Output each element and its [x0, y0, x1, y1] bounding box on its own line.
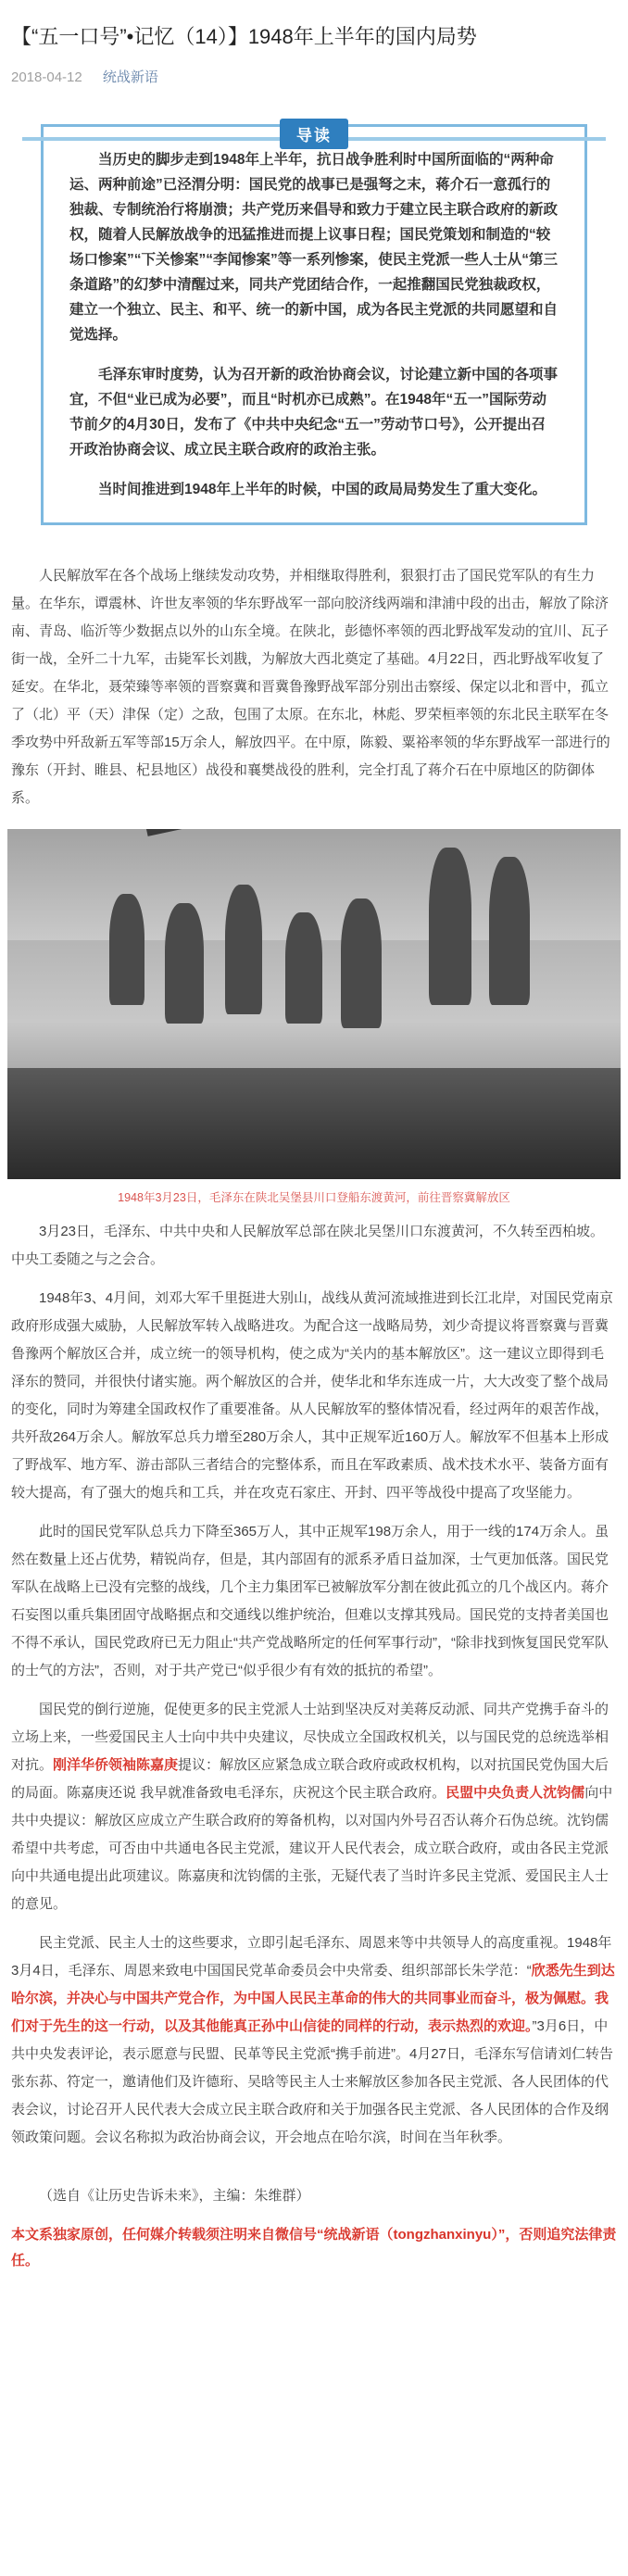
- body-paragraph: 人民解放军在各个战场上继续发动攻势，并相继取得胜利，狠狠打击了国民党军队的有生力量。在华东，谭震林、许世友率领的华东野战军一部向胶济线两端和津浦中段的出击，解放了除济南、青岛、临沂等少数据点以外的山东全境。在陕北，彭德怀率领的西北野战军发动的宜川、瓦子街一战，全歼二十九军，击毙军长刘戡，为解放大西北奠定了基础。4月22日，西北野战军收复了延安。在华北，聂荣臻等率领的晋察冀和晋冀鲁豫野战军部分别出击察绥、保定以北和晋中，孤立了（北）平（天）津保（定）之敌，包围了太原。在东北，林彪、罗荣桓率领的东北民主联军在冬季攻势中歼敌新五军等部15万余人，解放四平。在中原，陈毅、粟裕率领的华东野战军一部进行的豫东（开封、睢县、杞县地区）战役和襄樊战役的胜利，完全打乱了蒋介石在中原地区的防御体系。: [11, 568, 610, 806]
- account-link[interactable]: 统战新语: [102, 69, 158, 85]
- article-title: 【“五一口号”•记忆（14）】1948年上半年的国内局势: [11, 25, 477, 48]
- guide-paragraph: 当历史的脚步走到1948年上半年，抗日战争胜利时中国所面临的“两种命运、两种前途”已泾渭分明：国民党的战事已是强弩之末，蒋介石一意孤行的独裁、专制统治行将崩溃；共产党历来倡导和致力于建立民主联合政府的新政权，随着人民解放战争的迅猛推进而提上议事日程；国民党策划和制造的“较场口惨案”“下关惨案”“李闻惨案”等一系列惨案，使民主党派一些人士从“第三条道路”的幻梦中清醒过来，同共产党团结合作，一起推翻国民党独裁政权，建立一个独立、民主、和平、统一的新中国，成为各民主党派的共同愿望和自觉选择。: [69, 152, 559, 343]
- body-paragraph: 国民党的倒行逆施，促使更多的民主党派人士站到坚决反对美蒋反动派、同共产党携手奋斗的立场上来，一些爱国民主人士向中共中央建议，尽快成立全国政权机关，以与国民党的总统选举相对抗。刚洋华侨领袖陈嘉庚提议：解放区应紧急成立联合政府或政权机构，以对抗国民党伪国大后的局面。陈嘉庚还说 我早就准备致电毛泽东，庆祝这个民主联合政府。民盟中央负责人沈钧儒向中共中央提议：解放区应成立产生联合政府的筹备机构，以对国内外号召否认蒋介石伪总统。沈钧儒希望中共考虑，可否由中共通电各民主党派，建议开人民代表会，成立联合政府，或由各民主党派向中共通电提出此项建议。陈嘉庚和沈钧儒的主张，无疑代表了当时许多民主党派、爱国民主人士的意见。: [11, 1702, 613, 1912]
- photo-caption: 1948年3月23日，毛泽东在陕北吴堡县川口登船东渡黄河，前往晋察冀解放区: [118, 1191, 510, 1204]
- highlight-text: 欣悉先生到达哈尔滨，并决心与中国共产党合作，为中国人民民主革命的伟大的共同事业而奋斗，极为佩慰。我们对于先生的这一行动，以及其他能真正孙中山信徒的同样的行动，表示热烈的欢迎。: [11, 1963, 615, 2034]
- historical-photo: [7, 829, 621, 1179]
- article: [0, 20, 628, 2274]
- source-note: （选自《让历史告诉未来》，主编：朱维群）: [39, 2188, 310, 2204]
- highlight-text: 民盟中央负责人沈钧儒: [446, 1785, 585, 1801]
- guide-badge: 导读: [280, 119, 348, 149]
- publish-date: 2018-04-12: [11, 69, 82, 85]
- body-paragraph: 3月23日，毛泽东、中共中央和人民解放军总部在陕北吴堡川口东渡黄河，不久转至西柏坡。中央工委随之与之会合。: [11, 1224, 605, 1267]
- highlight-text: 刚洋华侨领袖陈嘉庚: [53, 1757, 179, 1773]
- guide-paragraph: 毛泽东审时度势，认为召开新的政治协商会议，讨论建立新中国的各项事宜，不但“业已成为必要”，而且“时机亦已成熟”。在1948年“五一”国际劳动节前夕的4月30日，发布了《中共中央纪念“五一”劳动节口号》，公开提出召开政治协商会议、成立民主联合政府的政治主张。: [69, 367, 559, 458]
- body-paragraph: 民主党派、民主人士的这些要求，立即引起毛泽东、周恩来等中共领导人的高度重视。1948年3月4日，毛泽东、周恩来致电中国国民党革命委员会中央常委、组织部部长朱学范：“欣悉先生到达哈尔滨，并决心与中国共产党合作，为中国人民民主革命的伟大的共同事业而奋斗，极为佩慰。我们对于先生的这一行动，以及其他能真正孙中山信徒的同样的行动，表示热烈的欢迎。”3月6日，中共中央发表评论，表示愿意与民盟、民革等民主党派“携手前进”。4月27日，毛泽东写信请刘仁转告张东荪、符定一，邀请他们及许德珩、吴晗等民主人士来解放区参加各民主党派、各人民团体的代表会议，讨论召开人民代表大会成立民主联合政府和关于加强各民主党派、各人民团体的合作及纲领政策问题。会议名称拟为政治协商会议，开会地点在哈尔滨，时间在当年秋季。: [11, 1935, 615, 2145]
- article-meta: [11, 67, 621, 93]
- body-paragraph: 此时的国民党军队总兵力下降至365万人，其中正规军198万余人，用于一线的174万余人。虽然在数量上还占优势，精锐尚存，但是，其内部固有的派系矛盾日益加深，士气更加低落。国民党军队在战略上已没有完整的战线，几个主力集团军已被解放军分割在彼此孤立的几个战区内。蒋介石妄图以重兵集团固守战略据点和交通线以维护统治，但难以支撑其残局。国民党的支持者美国也不得不承认，国民党政府已无力阻止“共产党战略所定的任何军事行动”，“除非找到恢复国民党军队的士气的方法”，否则，对于共产党已“似乎很少有有效的抵抗的希望”。: [11, 1524, 609, 1678]
- guide-paragraph: 当时间推进到1948年上半年的时候，中国的政局局势发生了重大变化。: [98, 482, 546, 497]
- guide-box: [41, 124, 587, 525]
- copyright-statement: 本文系独家原创，任何媒介转载须注明来自微信号“统战新语（tongzhanxinyu）”，否则追究法律责任。: [11, 2227, 617, 2268]
- body-paragraph: 1948年3、4月间，刘邓大军千里挺进大别山，战线从黄河流域推进到长江北岸，对国民党南京政府形成强大威胁，人民解放军转入战略进攻。为配合这一战略局势，刘少奇提议将晋察冀与晋冀鲁豫两个解放区合并，成立统一的领导机构，使之成为“关内的基本解放区”。这一建议立即得到毛泽东的赞同，并很快付诸实施。两个解放区的合并，使华北和华东连成一片，大大改变了整个战局的变化，同时为筹建全国政权作了重要准备。从人民解放军的整体情况看，经过两年的艰苦作战，共歼敌264万余人。解放军总兵力增至280万余人，其中正规军近160万人。解放军不但基本上形成了野战军、地方军、游击部队三者结合的完整体系，而且在军政素质、战术技术水平、装备方面有较大提高，有了强大的炮兵和工兵，并在攻克石家庄、开封、四平等战役中提高了攻坚能力。: [11, 1290, 614, 1501]
- guide-section: [41, 124, 587, 525]
